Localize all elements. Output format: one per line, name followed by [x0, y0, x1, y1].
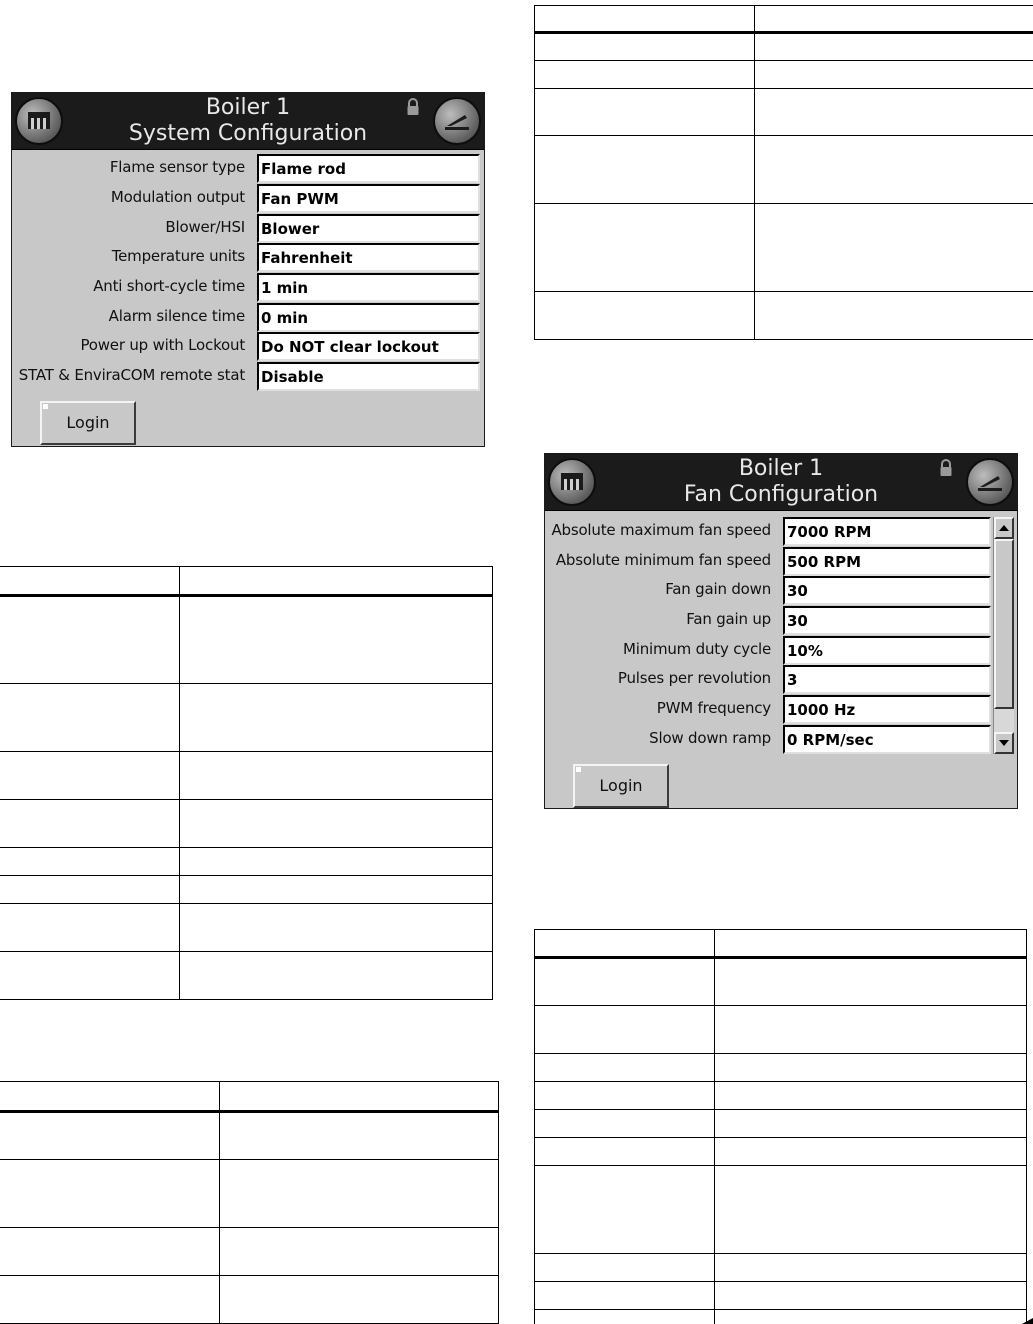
stat-enviracom-remote-stat-field[interactable]: Disable [257, 362, 480, 391]
config-row [545, 665, 1017, 695]
anti-short-cycle-time-field[interactable]: 1 min [257, 273, 480, 302]
home-button[interactable] [15, 97, 63, 145]
pwm-frequency-field[interactable]: 1000 Hz [783, 695, 991, 724]
lock-icon [939, 458, 953, 478]
table-left-bottom [0, 1081, 499, 1324]
table-left-middle [0, 566, 493, 1000]
login-button[interactable] [573, 764, 669, 808]
scrollbar[interactable] [993, 517, 1014, 754]
minimum-duty-cycle-field[interactable]: 10% [783, 636, 991, 665]
page-fold-mark [1022, 1318, 1033, 1324]
config-row [545, 606, 1017, 636]
home-icon [550, 460, 594, 504]
config-row [12, 243, 484, 273]
back-button[interactable] [966, 458, 1014, 506]
fan-gain-down-field[interactable]: 30 [783, 576, 991, 605]
config-row [12, 154, 484, 184]
blower-hsi-field[interactable]: Blower [257, 214, 480, 243]
field-label: Power up with Lockout [80, 336, 245, 354]
home-icon [17, 99, 61, 143]
field-label: Flame sensor type [109, 158, 245, 176]
login-button[interactable] [40, 401, 136, 445]
alarm-silence-time-field[interactable]: 0 min [257, 303, 480, 332]
title-line-2: Fan Configuration [683, 482, 879, 507]
field-label: Fan gain up [686, 610, 771, 628]
scroll-down-arrow-icon [996, 734, 1012, 752]
table-top-right [534, 5, 1033, 340]
screen-header [12, 93, 484, 150]
home-button[interactable] [548, 458, 596, 506]
title-line-2: System Configuration [128, 121, 368, 146]
power-up-with-lockout-field[interactable]: Do NOT clear lockout [257, 332, 480, 361]
field-label: Pulses per revolution [617, 669, 771, 687]
field-label: Modulation output [110, 188, 245, 206]
field-label: Temperature units [111, 247, 245, 265]
config-row [12, 332, 484, 362]
screen-title [605, 456, 957, 508]
fan-gain-up-field[interactable]: 30 [783, 606, 991, 635]
temperature-units-field[interactable]: Fahrenheit [257, 243, 480, 272]
config-row [12, 184, 484, 214]
lock-icon [406, 97, 420, 117]
field-label: Alarm silence time [108, 307, 245, 325]
field-label: Slow down ramp [649, 729, 771, 747]
absolute-maximum-fan-speed-field[interactable]: 7000 RPM [783, 517, 991, 546]
config-row [545, 547, 1017, 577]
title-line-1: Boiler 1 [205, 95, 291, 120]
system-config-screen [11, 92, 485, 447]
config-row [545, 517, 1017, 547]
field-label: STAT & EnviraCOM remote stat [18, 366, 245, 384]
pulses-per-revolution-field[interactable]: 3 [783, 665, 991, 694]
scroll-thumb[interactable] [994, 539, 1014, 709]
flame-sensor-type-field[interactable]: Flame rod [257, 154, 480, 183]
scroll-down-button[interactable] [994, 732, 1014, 754]
field-label: Absolute maximum fan speed [551, 521, 771, 539]
back-icon [435, 99, 479, 143]
config-row [545, 636, 1017, 666]
config-row [12, 273, 484, 303]
absolute-minimum-fan-speed-field[interactable]: 500 RPM [783, 547, 991, 576]
config-row [12, 303, 484, 333]
slow-down-ramp-field[interactable]: 0 RPM/sec [783, 725, 991, 754]
screen-title [72, 95, 424, 147]
field-label: Absolute minimum fan speed [555, 551, 771, 569]
field-label: PWM frequency [656, 699, 771, 717]
config-row [12, 362, 484, 392]
fan-config-screen [544, 453, 1018, 809]
config-row [545, 695, 1017, 725]
back-button[interactable] [433, 97, 481, 145]
title-line-1: Boiler 1 [738, 456, 824, 481]
login-label: Login [66, 413, 110, 432]
back-icon [968, 460, 1012, 504]
config-row [545, 725, 1017, 755]
login-label: Login [599, 776, 643, 795]
config-row [545, 576, 1017, 606]
field-label: Minimum duty cycle [622, 640, 771, 658]
field-label: Blower/HSI [165, 218, 245, 236]
scroll-up-arrow-icon [996, 519, 1012, 537]
modulation-output-field[interactable]: Fan PWM [257, 184, 480, 213]
screen-header [545, 454, 1017, 511]
field-label: Fan gain down [665, 580, 771, 598]
scroll-up-button[interactable] [994, 517, 1014, 539]
field-label: Anti short-cycle time [93, 277, 245, 295]
table-right-bottom [534, 929, 1027, 1324]
config-row [12, 214, 484, 244]
